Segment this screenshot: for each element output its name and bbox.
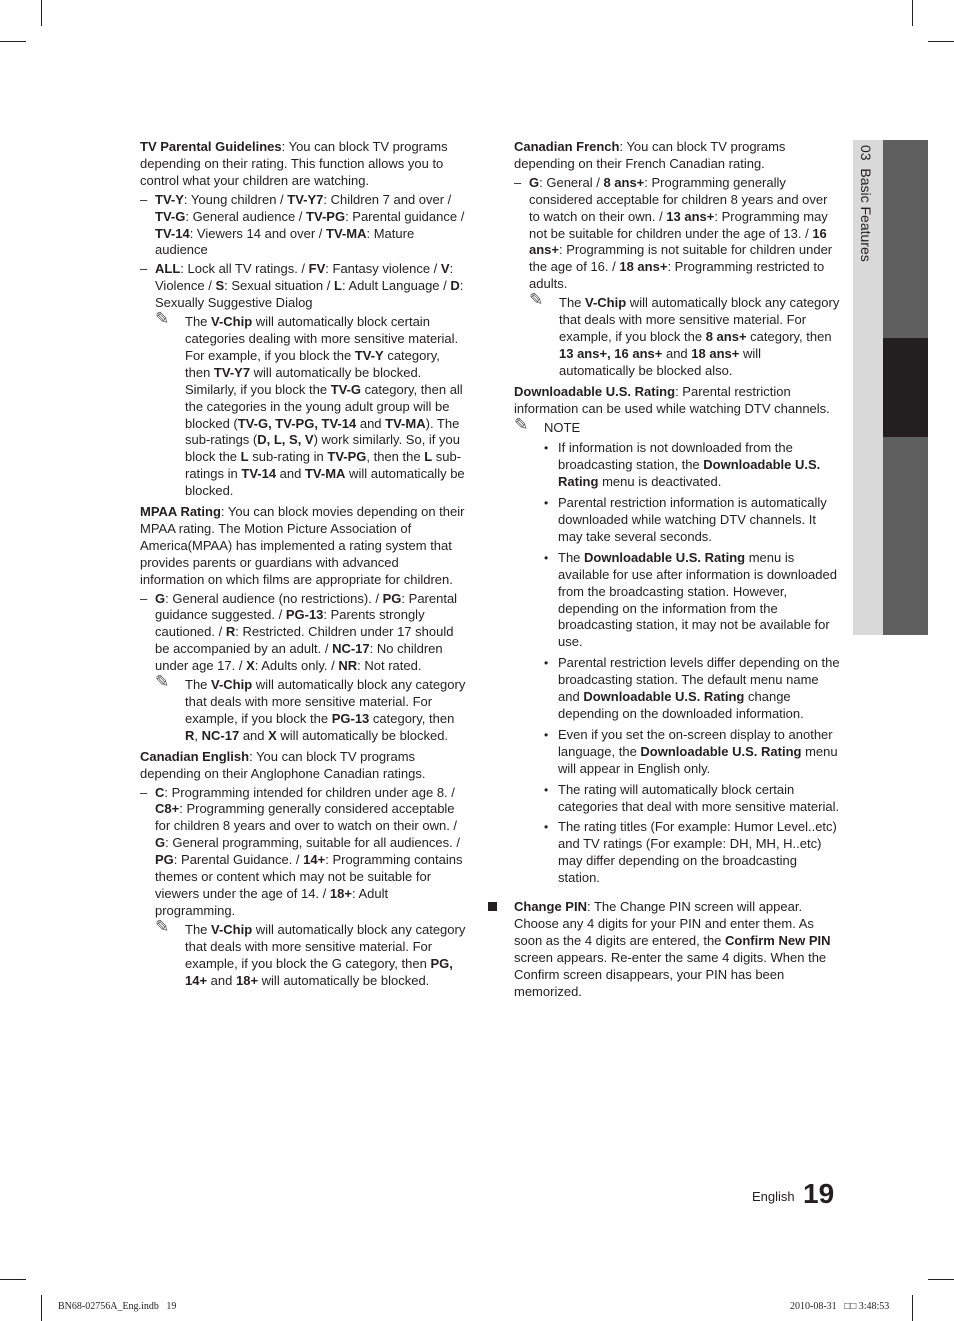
text: Parental restriction levels differ depending on the broadcasting station. The default menu name and [558,655,840,705]
text: menu is available for use after information is downloaded from the broadcasting station. However, depending on the information from the broadcasting station, it may not be available for use. [558,549,837,650]
note-bullet [514,440,840,491]
term: PG, 14+ [185,955,453,988]
text: : Sexual situation / [224,278,334,294]
tv-rating-list-item [140,192,466,260]
crop-mark [912,1295,913,1321]
text: ). The sub-ratings ( [185,415,460,448]
text: : Parental Guidance. / [173,852,304,868]
text: : Not rated. [357,658,422,674]
text: menu will appear in English only. [558,743,838,776]
text: Even if you set the on-screen display to another language, the [558,726,833,759]
text: : General programming, suitable for all audiences. / [165,835,460,851]
text: screen appears. Re-enter the same 4 digits. When the Confirm screen disappears, your PIN has been memorized. [514,949,827,999]
mpaa-rating-list-item [140,591,466,676]
term: TV-Y7 [213,364,251,380]
chapter-tab-block [883,437,928,635]
term: V-Chip [585,295,627,311]
text: : No children under age 17. / [155,641,443,674]
text: : Viewers 14 and over / [189,225,327,241]
term: TV-Y7 [287,191,324,207]
term: Confirm New PIN [725,932,831,948]
text: : Programming may not be suitable for children under the age of 13. / [529,208,828,241]
text: sub-rating in [248,449,328,465]
text: category, then all the categories in the young adult group will be blocked ( [185,381,463,431]
crop-mark [41,0,42,26]
note [155,672,466,745]
chapter-tab-block [883,140,928,338]
term: D [450,278,460,294]
page-number: 19 [803,1178,835,1209]
text: : Adult programming. [155,885,389,918]
term: PG [155,852,174,868]
tv-parental-paragraph [140,139,466,190]
text: : Programming contains themes or content which may not be suitable for viewers under the age of 14. / [155,852,463,901]
note [155,916,466,990]
square-bullet-icon [488,902,497,911]
chapter-label [858,145,874,262]
text: The [559,295,586,311]
text: The [185,677,212,693]
term: Downloadable U.S. Rating [514,383,676,399]
pencil-icon: ✎ [155,672,170,692]
canadian-english-paragraph [140,749,466,783]
text: The [185,314,212,330]
text: : Parents strongly cautioned. / [155,607,425,640]
text: will automatically be blocked. [276,727,449,743]
pencil-icon: ✎ [529,290,544,310]
text: The rating will automatically block certain categories that deal with more sensitive material. [558,781,840,814]
text: : You can block TV programs depending on their rating. This function allows you to control what your children are watching. [140,139,448,188]
text: will automatically block any category that deals with more sensitive material. For example, if you block the [559,295,840,344]
text: , [194,727,202,743]
text: : Programming intended for children under age 8. / [164,784,455,800]
right-column [514,139,840,1001]
crop-mark [41,1295,42,1321]
term: TV-MA [385,415,426,431]
note-label: NOTE [544,419,581,435]
crop-mark [0,1279,26,1280]
term: NC-17 [201,727,240,743]
text: and [356,415,386,431]
footer-language: English [752,1189,795,1204]
chapter-number: 03 [858,145,874,161]
term: X [268,727,277,743]
term: L [424,449,433,465]
text: : Programming generally considered acceptable for children 8 years and over to watch on their own. / [529,174,828,224]
canadian-french-paragraph [514,139,840,173]
term: PG-13 [331,710,370,726]
text: , then the [366,449,425,465]
print-slug-timestamp: 2010-08-31 □□ 3:48:53 [790,1301,890,1312]
term: V-Chip [211,314,253,330]
term: TV-MA [326,225,367,241]
text: and [662,345,692,361]
term: TV-14 [155,225,190,241]
text: : Children 7 and over / [323,191,452,207]
downloadable-rating-paragraph [514,384,840,418]
note [529,290,840,380]
term: Downloadable U.S. Rating [583,689,745,705]
term: 18+ [329,885,352,901]
text: : The Change PIN screen will appear. Choose any 4 digits for your PIN and enter them. As soon as the 4 digits are entered, the [514,899,814,948]
term: G [529,174,540,190]
text: will automatically block certain categories dealing with more sensitive material. For example, if you block the [185,314,459,363]
chapter-tab-active-block [883,338,928,437]
term: Downloadable U.S. Rating [640,743,802,759]
term: Downloadable U.S. Rating [558,457,821,490]
note-bullet [514,550,840,651]
chapter-title: Basic Features [858,168,874,262]
term: TV-Y [354,347,384,363]
text: menu is deactivated. [598,474,722,490]
text: : Adults only. / [254,658,339,674]
note-bullet [514,495,840,546]
term: TV-PG [306,208,346,224]
pencil-icon: ✎ [514,414,529,434]
term: G [155,835,166,851]
text: will automatically block any category that deals with more sensitive material. For example, if you block the [185,677,466,726]
term: L [333,278,342,294]
text: : Violence / [155,261,454,294]
term: FV [308,261,326,277]
term: V [440,261,450,277]
term: Canadian English [140,748,250,764]
term: C [155,784,165,800]
left-column [140,139,466,991]
term: L [240,449,249,465]
mpaa-paragraph [140,504,466,589]
text: : Programming generally considered acceptable for children 8 years and over to watch on their own. / [155,801,458,834]
crop-mark [912,0,913,26]
term: 18 ans+ [691,345,740,361]
note [155,309,466,500]
text: and [276,466,305,482]
crop-mark [0,41,26,42]
term: TV Parental Guidelines [140,139,282,154]
text: : You can block TV programs depending on their French Canadian rating. [514,139,786,171]
canadian-english-list-item [140,785,466,920]
term: X [246,658,255,674]
text: : Mature audience [155,225,415,258]
text: and [207,972,236,988]
term: NC-17 [332,641,370,657]
term: ALL [155,261,181,277]
text: : General audience / [185,208,307,224]
term: TV-PG [327,449,367,465]
note-bullet [514,727,840,778]
term: 16 ans+ [529,225,827,258]
term: R [225,624,236,640]
text: will automatically block any category that deals with more sensitive material. For example, if you block the G category, then [185,921,466,971]
text: : You can block TV programs depending on their Anglophone Canadian ratings. [140,748,426,781]
term: 8 ans+ [705,328,747,344]
text: category, then [746,328,832,344]
text: : You can block movies depending on their MPAA rating. The Motion Picture Association of America(MPAA) has implemented a rating system that provides parents or guardians with advanced information on which films are appropriate for children. [140,504,465,587]
text: : Adult Language / [341,278,451,294]
note-bullet [514,655,840,723]
note-bullet [514,782,840,816]
text: : General audience (no restrictions). / [165,590,383,606]
text: : Young children / [183,191,288,207]
text: : Sexually Suggestive Dialog [155,278,464,311]
term: R [185,727,195,743]
crop-mark [928,41,954,42]
text: will automatically be blocked. [258,972,430,988]
text: sub-ratings in [185,449,462,482]
term: Canadian French [514,139,620,154]
text: : Parental restriction information can be used while watching DTV channels. [514,383,830,416]
text: : Parental guidance suggested. / [155,590,458,623]
term: PG [382,590,402,606]
term: D, L, S, V [257,432,314,448]
change-pin-paragraph [514,899,840,1000]
text: The [185,921,212,937]
term: C8+ [155,801,180,817]
text: will automatically be blocked. [185,466,465,499]
text: : General / [539,174,604,190]
term: TV-14 [241,466,277,482]
canadian-french-list-item [514,175,840,293]
note-heading [514,414,840,437]
term: G [155,590,166,606]
text: The [558,549,585,565]
term: V-Chip [211,921,253,937]
term: PG-13 [285,607,324,623]
term: V-Chip [211,677,253,693]
term: 18 ans+ [619,259,668,275]
term: TV-G [155,208,186,224]
crop-mark [928,1279,954,1280]
term: TV-G [330,381,362,397]
text: : Programming is not suitable for children under the age of 16. / [529,242,833,275]
term: TV-MA [304,466,346,482]
text: change depending on the downloaded information. [558,689,804,721]
text: category, then [185,347,440,380]
text: : Programming restricted to adults. [529,259,825,292]
note-bullet [514,819,840,887]
term: 8 ans+ [603,174,645,190]
tv-subrating-list-item [140,261,466,312]
text: Parental restriction information is automatically downloaded while watching DTV channels. It may take several seconds. [558,495,827,544]
text: will automatically be blocked also. [559,345,762,378]
term: TV-G, TV-PG, TV-14 [237,415,357,431]
term: TV-Y [155,191,184,207]
text: : Lock all TV ratings. / [180,261,309,277]
term: MPAA Rating [140,504,221,520]
term: NR [338,658,358,674]
term: 14+ [303,852,326,868]
term: 13 ans+ [666,208,715,224]
text: category, then [369,710,455,726]
term: S [215,278,225,294]
term: Change PIN [514,899,587,915]
term: Downloadable U.S. Rating [584,549,746,565]
pencil-icon: ✎ [155,916,170,936]
text: : Fantasy violence / [325,261,441,277]
term: 13 ans+, 16 ans+ [559,345,663,361]
text: : Parental guidance / [345,208,465,224]
text: If information is not downloaded from the broadcasting station, the [558,440,793,473]
text: The rating titles (For example: Humor Level..etc) and TV ratings (For example: DH, MH, H..etc) may differ depending on the broadcasting station. [558,819,837,886]
text: : Restricted. Children under 17 should be accompanied by an adult. / [155,624,454,657]
print-slug-file: BN68-02756A_Eng.indb 19 [58,1301,177,1312]
term: 18+ [235,972,259,988]
text: will automatically be blocked. Similarly, if you block the [185,364,422,397]
text: ) work similarly. So, if you block the [185,432,460,465]
pencil-icon: ✎ [155,309,170,329]
text: and [239,727,269,743]
